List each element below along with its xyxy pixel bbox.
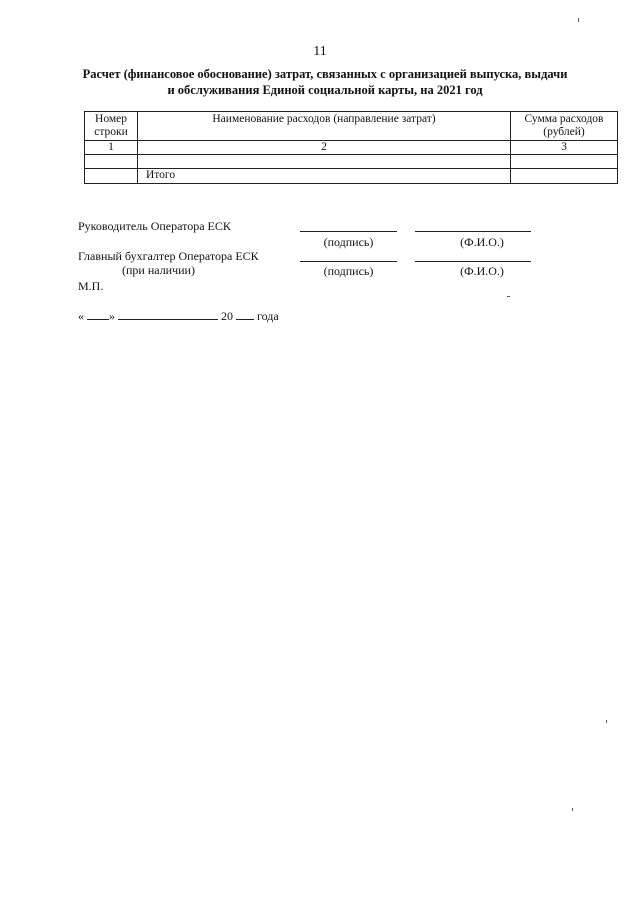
head-signature-line <box>300 231 397 232</box>
empty-cell <box>511 155 618 169</box>
document-title <box>80 66 570 98</box>
scan-speck <box>507 296 510 297</box>
accountant-label: Главный бухгалтер Оператора ЕСК <box>78 249 259 263</box>
date-open-quote: « <box>78 309 84 323</box>
accountant-name-line <box>415 261 531 262</box>
empty-cell <box>138 155 511 169</box>
month-blank <box>118 308 218 320</box>
date-close-quote: » <box>109 309 115 323</box>
total-row <box>85 169 618 184</box>
empty-cell <box>85 169 138 184</box>
column-number-2: 2 <box>138 141 511 155</box>
table-row <box>85 155 618 169</box>
date-year-word: года <box>257 309 279 323</box>
column-number-3: 3 <box>511 141 618 155</box>
header-row-number: Номер строки <box>85 112 138 141</box>
head-label: Руководитель Оператора ЕСК <box>78 219 231 233</box>
column-number-row <box>85 141 618 155</box>
date-line <box>78 308 279 324</box>
day-blank <box>87 308 109 320</box>
title-line-2: и обслуживания Единой социальной карты, на 2021 год <box>167 83 483 97</box>
scan-speck <box>606 720 607 723</box>
header-expense-name: Наименование расходов (направление затрат) <box>138 112 511 141</box>
head-name-caption: (Ф.И.О.) <box>460 235 504 249</box>
empty-cell <box>85 155 138 169</box>
table-header-row <box>85 112 618 141</box>
head-signature-caption: (подпись) <box>323 235 374 249</box>
date-century: 20 <box>221 309 233 323</box>
accountant-signature-caption: (подпись) <box>323 264 374 278</box>
title-line-1: Расчет (финансовое обоснование) затрат, связанных с организацией выпуска, выдачи <box>82 67 568 81</box>
stamp-label: М.П. <box>78 279 104 293</box>
accountant-signature-line <box>300 261 397 262</box>
total-label: Итого <box>138 169 511 184</box>
accountant-name-caption: (Ф.И.О.) <box>460 264 504 278</box>
accountant-note: (при наличии) <box>122 263 195 277</box>
scan-speck <box>572 808 573 811</box>
year-blank <box>236 308 254 320</box>
total-sum-cell <box>511 169 618 184</box>
head-name-line <box>415 231 531 232</box>
header-expense-sum: Сумма расходов (рублей) <box>511 112 618 141</box>
page-number: 11 <box>313 44 327 59</box>
cost-table <box>84 111 618 184</box>
column-number-1: 1 <box>85 141 138 155</box>
scan-speck <box>578 18 579 22</box>
